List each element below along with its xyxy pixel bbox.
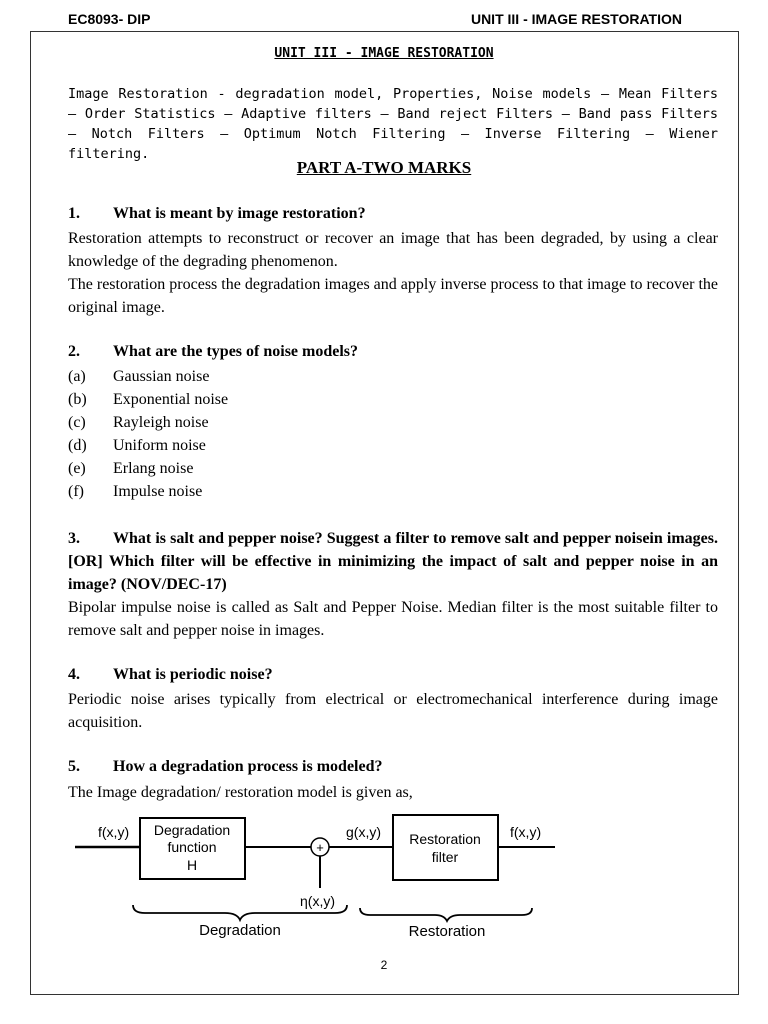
diagram-svg <box>70 810 560 950</box>
answer-paragraph: Restoration attempts to reconstruct or recover an image that has been degraded, by using a clear knowledge of the degrading phenomenon. <box>68 230 718 270</box>
output-label: f(x,y) <box>510 824 542 840</box>
list-label: (a) <box>68 368 86 385</box>
answer-1 <box>68 227 718 319</box>
list-label: (e) <box>68 460 86 477</box>
restoration-box-line: Restoration <box>409 831 481 847</box>
list-text: Erlang noise <box>113 460 194 477</box>
question-number: 3. <box>68 530 80 547</box>
degradation-brace-label: Degradation <box>199 922 281 939</box>
restoration-filter-box <box>393 815 498 880</box>
list-label: (b) <box>68 391 87 408</box>
list-label: (d) <box>68 437 87 454</box>
degradation-box-line: function <box>167 839 217 855</box>
question-2 <box>68 343 718 361</box>
question-text: What is meant by image restoration? <box>113 205 366 222</box>
list-label: (f) <box>68 483 84 500</box>
question-number: 1. <box>68 205 80 222</box>
plus-sign: + <box>316 840 324 855</box>
unit-title: UNIT III - IMAGE RESTORATION <box>274 46 494 61</box>
question-1 <box>68 205 718 223</box>
answer-paragraph: The restoration process the degradation images and apply inverse process to that image to recover the original image. <box>68 276 718 316</box>
list-label: (c) <box>68 414 86 431</box>
degradation-box-line: Degradation <box>153 822 231 838</box>
answer-4 <box>68 688 718 734</box>
list-item <box>68 480 468 503</box>
restoration-brace <box>360 908 532 921</box>
header-unit-title: UNIT III - IMAGE RESTORATION <box>470 11 682 27</box>
question-text: How a degradation process is modeled? <box>113 758 383 775</box>
header-course-code: EC8093- DIP <box>68 11 151 27</box>
restoration-brace-label: Restoration <box>408 923 486 940</box>
list-text: Gaussian noise <box>113 368 210 385</box>
question-text: What is periodic noise? <box>113 666 273 683</box>
question-text: What are the types of noise models? <box>113 343 359 360</box>
answer-paragraph: The Image degradation/ restoration model is given as, <box>68 784 413 801</box>
answer-5 <box>68 781 718 804</box>
list-text: Impulse noise <box>113 483 203 500</box>
degradation-box-line: H <box>186 857 198 873</box>
noise-models-list <box>68 365 468 503</box>
answer-paragraph: Bipolar impulse noise is called as Salt and Pepper Noise. Median filter is the most suitable filter to remove salt and pepper noise in images. <box>68 599 718 639</box>
question-number: 5. <box>68 758 80 775</box>
question-3 <box>68 527 718 596</box>
list-item <box>68 457 468 480</box>
answer-3 <box>68 596 718 642</box>
degraded-label: g(x,y) <box>346 824 381 840</box>
question-5 <box>68 758 718 776</box>
list-item <box>68 388 468 411</box>
noise-label: η(x,y) <box>300 893 335 909</box>
list-text: Rayleigh noise <box>113 414 209 431</box>
list-item <box>68 411 468 434</box>
question-4 <box>68 666 718 684</box>
list-text: Exponential noise <box>113 391 229 408</box>
list-item <box>68 434 468 457</box>
list-text: Uniform noise <box>113 437 206 454</box>
part-a-heading: PART A-TWO MARKS <box>296 158 472 177</box>
syllabus-text: Image Restoration - degradation model, Properties, Noise models – Mean Filters – Order Statistics – Adaptive filters – Band reject Filters – Band pass Filters – Notch Filters – Optimum Notch Filtering – Inverse Filtering – Wiener filtering. <box>68 86 718 162</box>
restoration-box-line: filter <box>431 849 459 865</box>
list-item <box>68 365 468 388</box>
answer-paragraph: Periodic noise arises typically from electrical or electromechanical interference during image acquisition. <box>68 691 718 731</box>
input-label: f(x,y) <box>98 824 130 840</box>
page-number: 2 <box>380 958 388 972</box>
question-text: What is salt and pepper noise? Suggest a filter to remove salt and pepper noisein images. [OR] Which filter will be effective in minimizing the impact of salt and pepper noise in an image? (NOV/DEC-17) <box>68 530 718 593</box>
degradation-model-diagram <box>70 810 560 950</box>
question-number: 2. <box>68 343 80 360</box>
question-number: 4. <box>68 666 80 683</box>
